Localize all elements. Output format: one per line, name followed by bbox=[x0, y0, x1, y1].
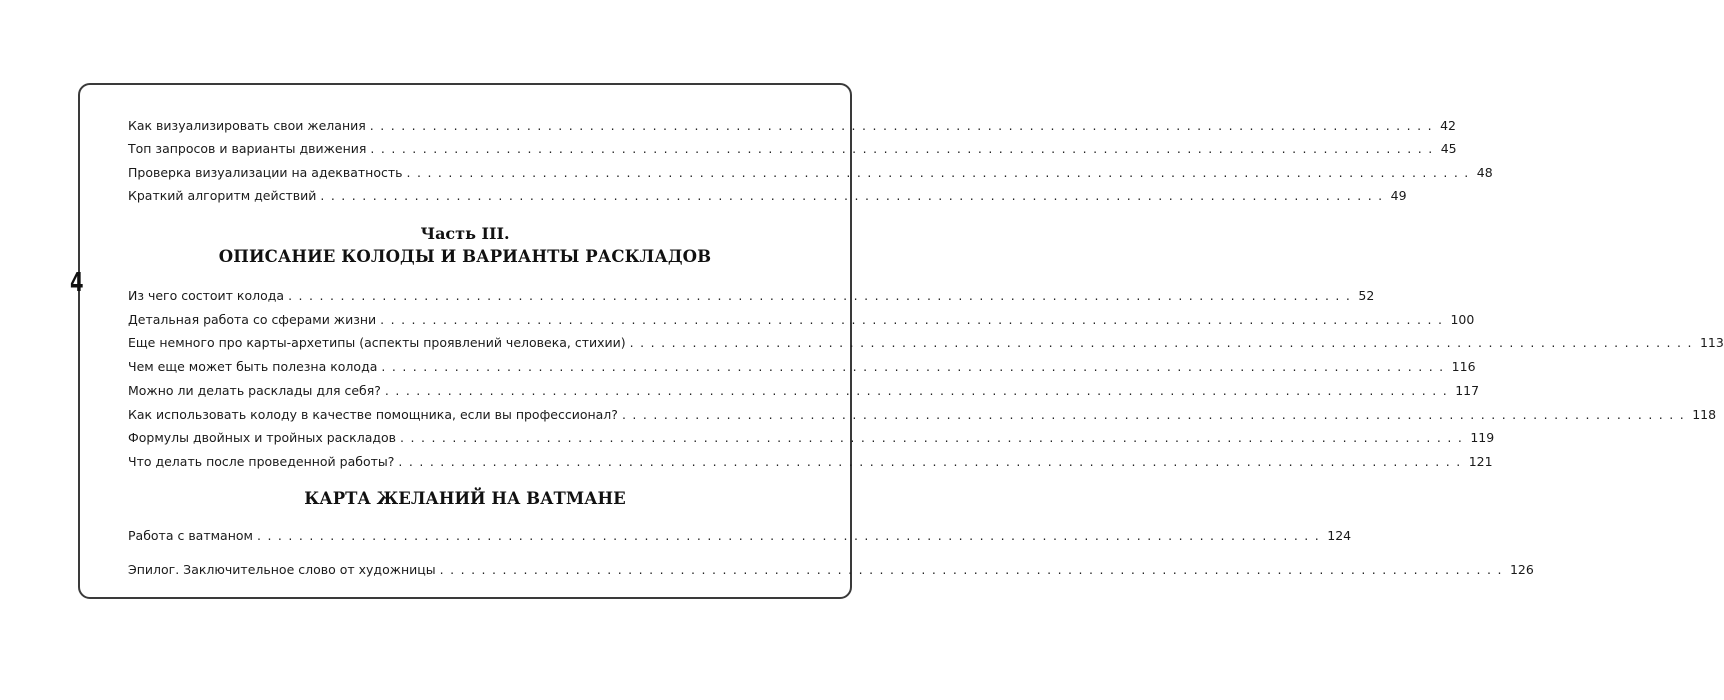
toc-entry-page: 113 bbox=[1699, 335, 1724, 350]
toc-leader-dots: ...................................................................................................... bbox=[256, 528, 1326, 543]
toc-leader-dots: ...................................................................................................... bbox=[406, 165, 1475, 180]
toc-entry-title: Работа с ватманом bbox=[128, 528, 253, 543]
toc-entry-title: Проверка визуализации на адекватность bbox=[128, 165, 403, 180]
toc-leader-dots: ...................................................................................................... bbox=[400, 430, 1469, 445]
toc-entry[interactable] bbox=[128, 112, 1456, 134]
toc-entry-page: 42 bbox=[1440, 118, 1456, 133]
toc-entry-page: 121 bbox=[1468, 454, 1493, 469]
toc-entry[interactable] bbox=[128, 182, 1407, 204]
toc-leader-dots: ...................................................................................................... bbox=[398, 454, 1467, 469]
toc-entry-title: Из чего состоит колода bbox=[128, 288, 285, 303]
toc-entry-title: Как визуализировать свои желания bbox=[128, 118, 366, 133]
toc-leader-dots: ...................................................................................................... bbox=[380, 312, 1449, 327]
toc-leader-dots: ...................................................................................................... bbox=[320, 188, 1389, 203]
toc-entry-title: Чем еще может быть полезна колода bbox=[128, 359, 378, 374]
toc-entry-title: Эпилог. Заключительное слово от художницы bbox=[128, 562, 436, 577]
part-title: ОПИСАНИЕ КОЛОДЫ И ВАРИАНТЫ РАСКЛАДОВ bbox=[218, 247, 712, 266]
page-number: 4 bbox=[70, 268, 84, 298]
toc-entry-page: 48 bbox=[1476, 165, 1493, 180]
part-label: Часть III. bbox=[420, 224, 510, 243]
toc-entry[interactable] bbox=[128, 282, 1375, 304]
toc-entry-page: 45 bbox=[1440, 141, 1457, 156]
toc-entry-title: Формулы двойных и тройных раскладов bbox=[128, 430, 397, 445]
toc-entry[interactable] bbox=[128, 522, 1352, 544]
toc-leader-dots: ...................................................................................................... bbox=[629, 335, 1698, 350]
toc-entry-page: 119 bbox=[1470, 430, 1495, 445]
toc-entry-title: Краткий алгоритм действий bbox=[128, 188, 317, 203]
toc-leader-dots: ...................................................................................................... bbox=[288, 288, 1357, 303]
toc-leader-dots: ...................................................................................................... bbox=[439, 562, 1508, 577]
toc-entry-page: 126 bbox=[1509, 562, 1534, 577]
toc-entry-page: 100 bbox=[1450, 312, 1475, 327]
toc-entry-title: Как использовать колоду в качестве помощника, если вы профессионал? bbox=[128, 407, 618, 422]
toc-leader-dots: ...................................................................................................... bbox=[369, 118, 1439, 133]
toc-entry-title: Что делать после проведенной работы? bbox=[128, 454, 395, 469]
toc-leader-dots: ...................................................................................................... bbox=[370, 141, 1439, 156]
toc-entry-page: 116 bbox=[1451, 359, 1476, 374]
toc-entry[interactable] bbox=[128, 135, 1457, 157]
toc-entry[interactable] bbox=[128, 329, 1724, 351]
toc-entry[interactable] bbox=[128, 556, 1534, 578]
toc-entry-page: 118 bbox=[1692, 407, 1717, 422]
toc-entry-page: 52 bbox=[1358, 288, 1375, 303]
toc-entry[interactable] bbox=[128, 424, 1495, 446]
toc-entry[interactable] bbox=[128, 401, 1717, 423]
toc-entry-page: 124 bbox=[1327, 528, 1352, 543]
toc-entry-title: Топ запросов и варианты движения bbox=[128, 141, 367, 156]
toc-entry-title: Детальная работа со сферами жизни bbox=[128, 312, 377, 327]
toc-entry[interactable] bbox=[128, 353, 1476, 375]
toc-leader-dots: ...................................................................................................... bbox=[381, 359, 1450, 374]
toc-leader-dots: ...................................................................................................... bbox=[384, 383, 1454, 398]
toc-entry-title: Можно ли делать расклады для себя? bbox=[128, 383, 381, 398]
toc-entry[interactable] bbox=[128, 448, 1493, 470]
toc-entry-page: 49 bbox=[1390, 188, 1407, 203]
toc-entry[interactable] bbox=[128, 306, 1475, 328]
toc-leader-dots: ...................................................................................................... bbox=[621, 407, 1691, 422]
toc-entry[interactable] bbox=[128, 377, 1480, 399]
toc-entry[interactable] bbox=[128, 159, 1493, 181]
toc-entry-title: Еще немного про карты-архетипы (аспекты проявлений человека, стихии) bbox=[128, 335, 626, 350]
section-title: КАРТА ЖЕЛАНИЙ НА ВАТМАНЕ bbox=[304, 489, 626, 508]
toc-entry-page: 117 bbox=[1455, 383, 1480, 398]
